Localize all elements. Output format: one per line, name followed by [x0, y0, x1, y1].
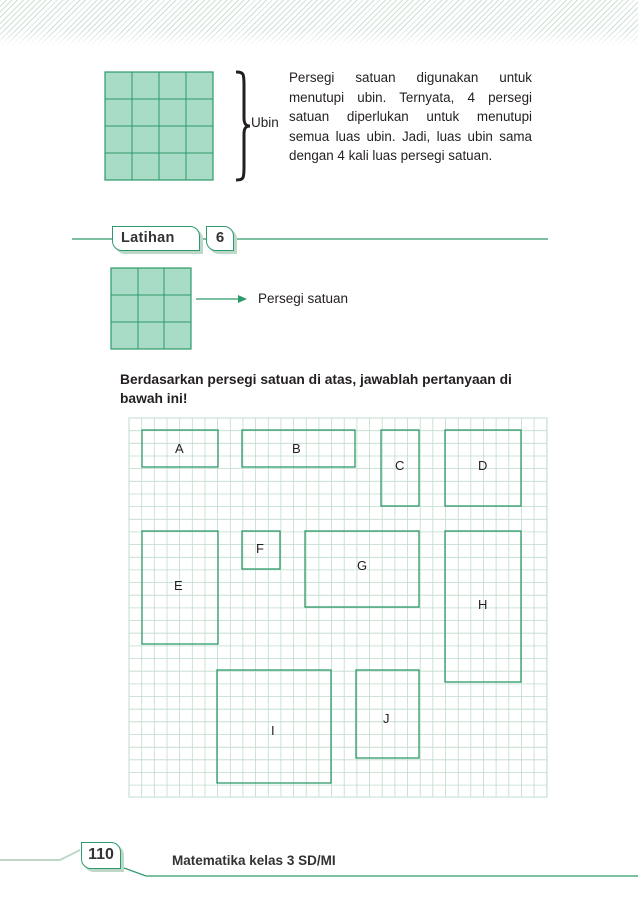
shape-label-f: F [256, 541, 264, 556]
shape-label-d: D [478, 458, 488, 473]
instruction-text: Berdasarkan persegi satuan di atas, jawablah pertanyaan di bawah ini! [120, 372, 512, 406]
curly-brace-icon [236, 72, 250, 180]
intro-paragraph: Persegi satuan digunakan untuk menutupi ubin. Ternyata, 4 persegi satuan diperlukan untuk menutupi semua luas ubin. Jadi, luas ubin sama dengan 4 kali luas persegi satuan. [289, 70, 532, 164]
shape-label-b: B [292, 441, 301, 456]
shape-label-h: H [478, 597, 488, 612]
shape-label-a: A [175, 441, 184, 456]
shape-label-j: J [383, 711, 390, 726]
shape-label-c: C [395, 458, 405, 473]
shape-label-i: I [271, 723, 275, 738]
footer-title: Matematika kelas 3 SD/MI [172, 853, 336, 868]
arrow-head-icon [238, 295, 247, 303]
tile-grid [105, 72, 213, 180]
shape-label-g: G [357, 558, 368, 573]
unit-square-label: Persegi satuan [258, 291, 349, 306]
latihan-label: Latihan [121, 230, 175, 246]
footer-underline [124, 868, 638, 876]
brace-label: Ubin [251, 115, 279, 130]
unit-grid [111, 268, 191, 349]
latihan-tag [112, 226, 200, 251]
page-number: 110 [81, 842, 121, 869]
shape-label-e: E [174, 578, 183, 593]
latihan-number: 6 [206, 226, 234, 251]
footer-rule [0, 850, 80, 860]
